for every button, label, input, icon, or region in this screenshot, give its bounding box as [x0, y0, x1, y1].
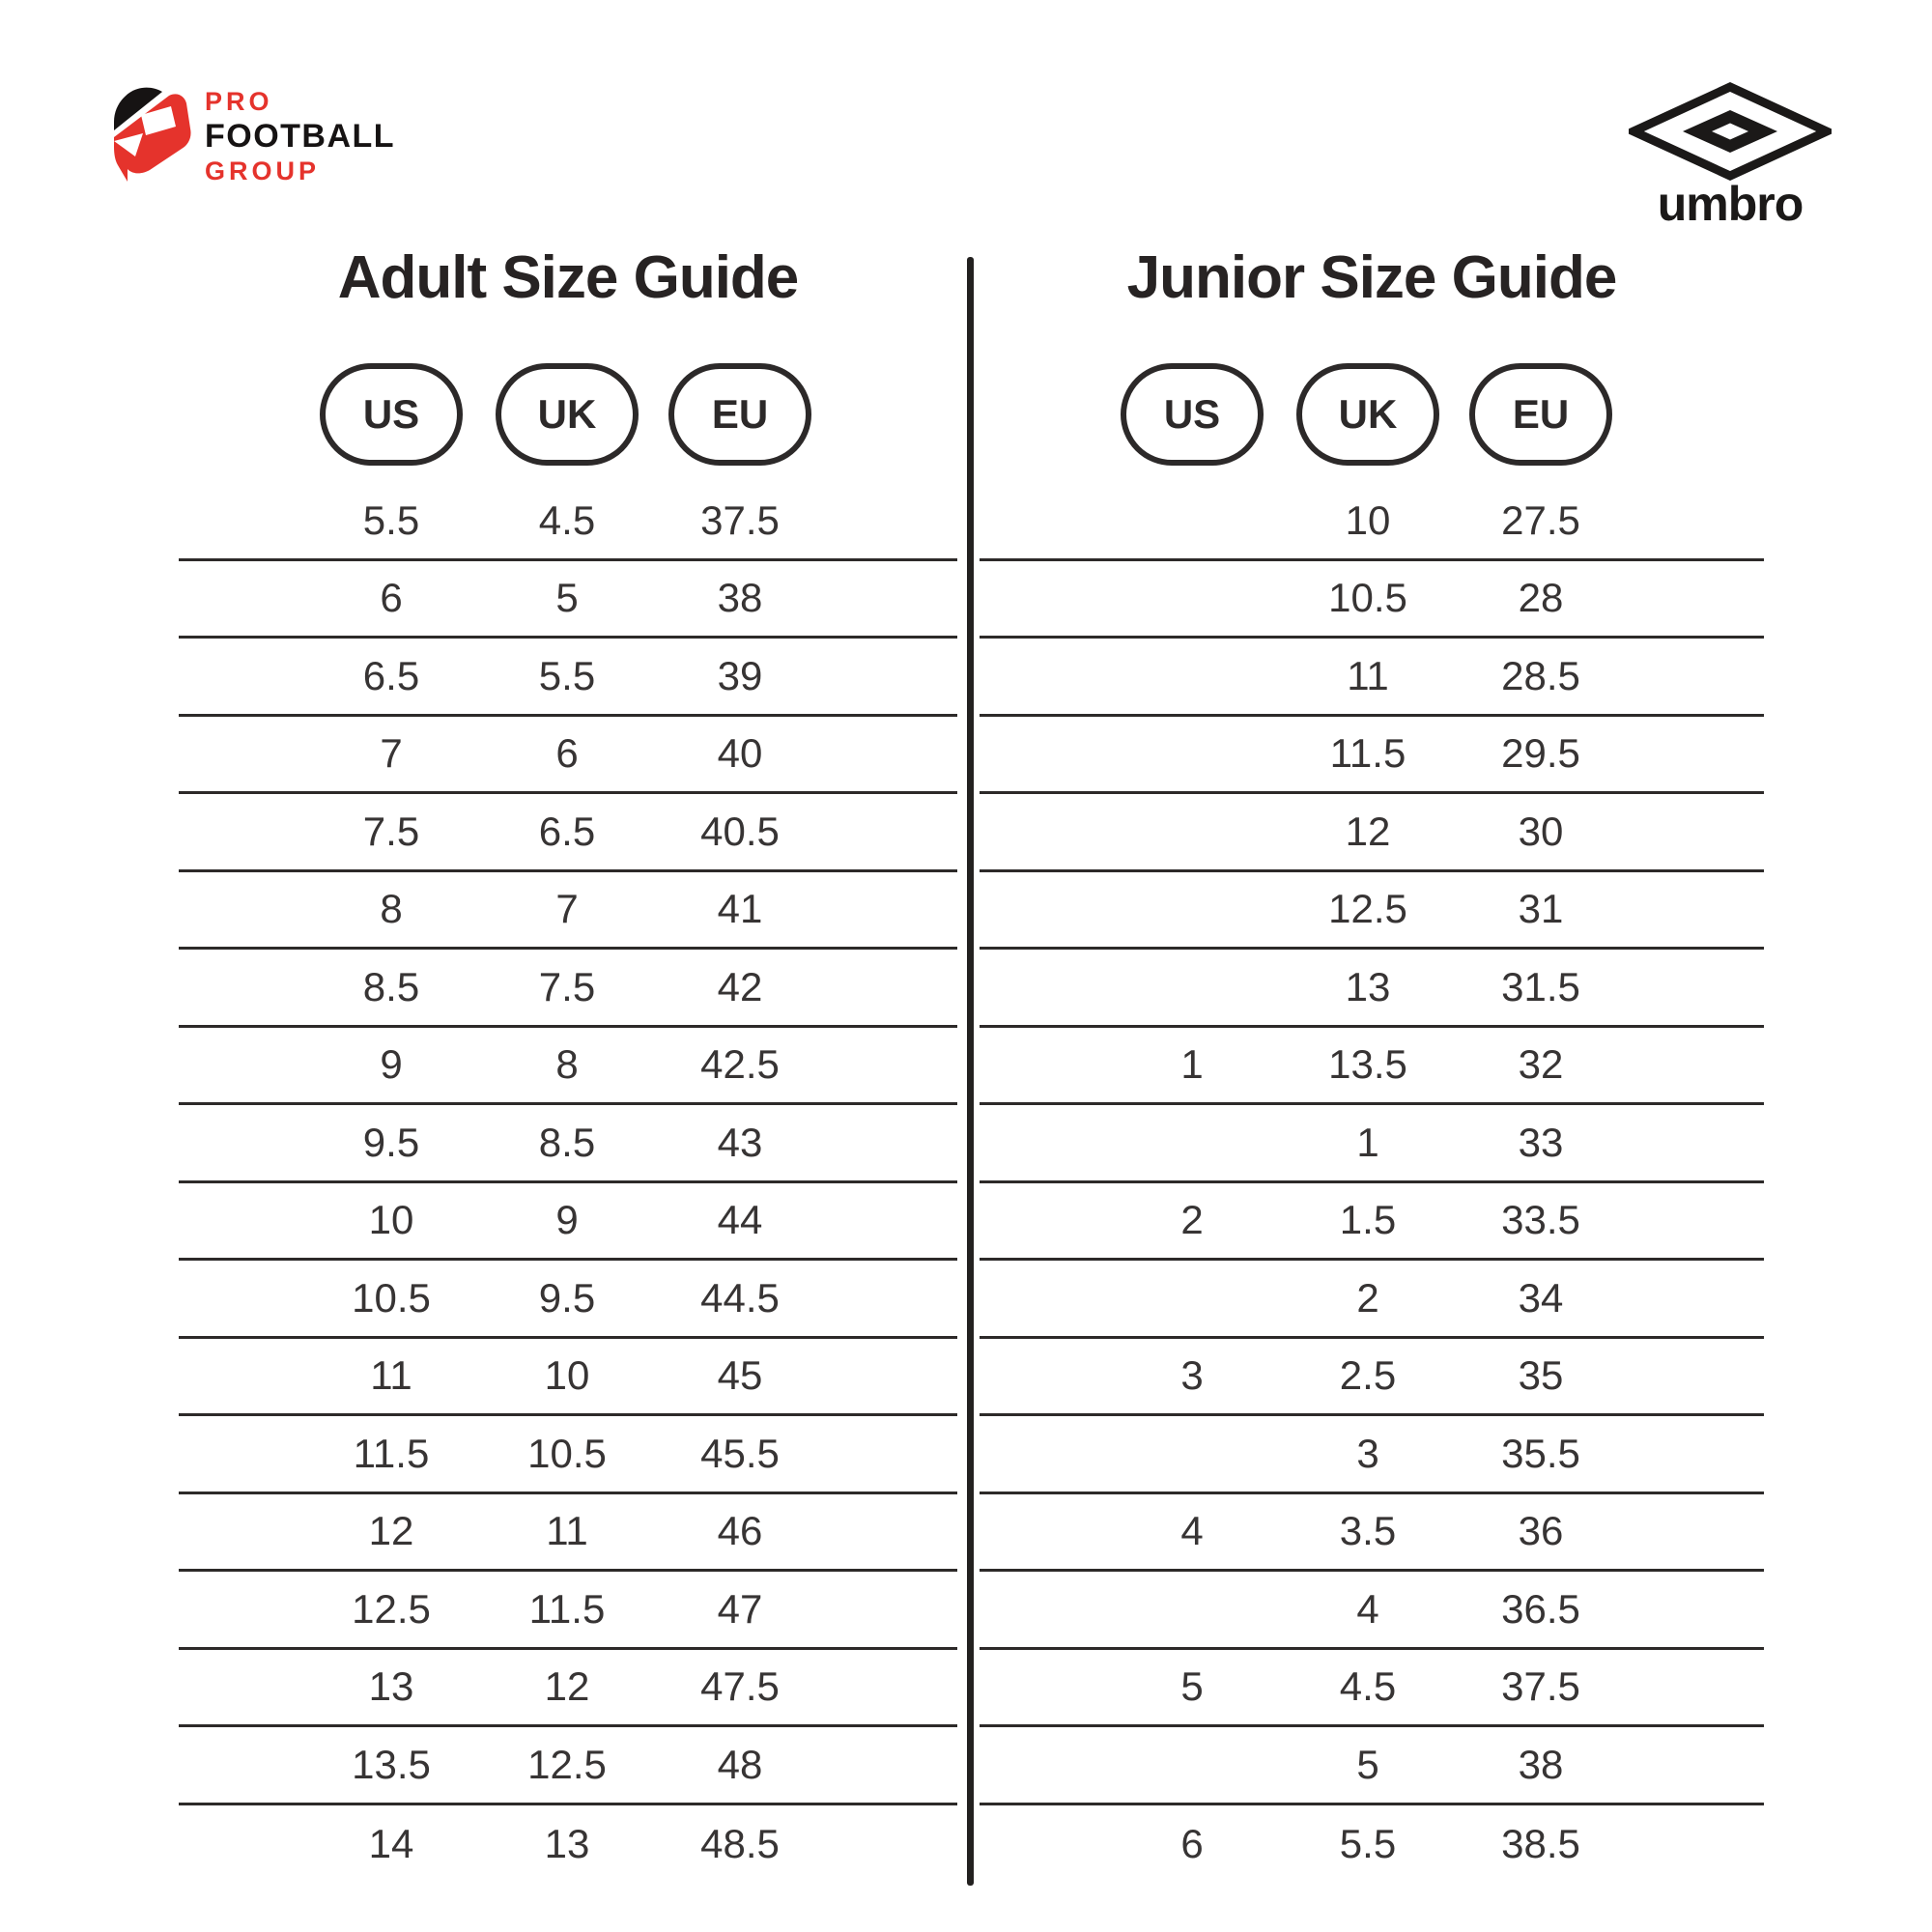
size-cell: 4 [1180, 1508, 1204, 1554]
table-row [179, 717, 957, 795]
size-cell: 8 [380, 886, 403, 932]
size-cell: 48 [717, 1741, 763, 1787]
table-row [179, 1805, 957, 1884]
table-row [980, 1416, 1764, 1494]
size-cell: 5.5 [538, 652, 596, 698]
size-cell: 32 [1518, 1041, 1564, 1088]
size-cell [1105, 1416, 1279, 1492]
adult-size-table [179, 483, 957, 1883]
size-cell: 44.5 [700, 1274, 780, 1321]
size-cell [1105, 872, 1279, 948]
size-cell: 12.5 [527, 1741, 607, 1787]
size-cell: 11 [1347, 652, 1389, 698]
size-cell: 35.5 [1501, 1430, 1580, 1476]
size-cell: 44 [717, 1197, 763, 1243]
junior-column-pill-uk: UK [1296, 363, 1439, 466]
table-row [980, 1028, 1764, 1106]
size-cell: 38 [717, 575, 763, 621]
size-cell: 3 [1356, 1430, 1379, 1476]
size-cell: 7 [380, 730, 403, 777]
size-cell: 13 [1345, 963, 1391, 1009]
table-row [980, 483, 1764, 561]
size-cell: 1 [1356, 1119, 1379, 1165]
table-row [179, 1105, 957, 1183]
size-cell: 28.5 [1501, 652, 1580, 698]
size-cell: 10 [544, 1352, 590, 1399]
table-row [980, 1727, 1764, 1805]
table-row [980, 1805, 1764, 1884]
size-cell: 12 [368, 1508, 414, 1554]
size-cell: 9 [380, 1041, 403, 1088]
table-row [980, 794, 1764, 872]
size-cell: 33.5 [1501, 1197, 1580, 1243]
size-cell: 9.5 [538, 1274, 596, 1321]
size-cell [1105, 1261, 1279, 1336]
size-cell: 7.5 [362, 808, 420, 854]
table-row [179, 1339, 957, 1417]
size-cell: 3.5 [1339, 1508, 1397, 1554]
size-cell: 42 [717, 963, 763, 1009]
junior-size-guide [980, 0, 1764, 1932]
size-cell: 12.5 [1328, 886, 1407, 932]
size-cell: 42.5 [700, 1041, 780, 1088]
size-cell: 13.5 [352, 1741, 431, 1787]
table-row [179, 1650, 957, 1728]
size-cell: 47.5 [700, 1663, 780, 1710]
size-cell: 1.5 [1339, 1197, 1397, 1243]
size-cell: 8 [555, 1041, 579, 1088]
size-cell: 45 [717, 1352, 763, 1399]
size-cell: 39 [717, 652, 763, 698]
size-cell: 4.5 [538, 497, 596, 543]
size-cell: 31 [1518, 886, 1564, 932]
table-row [179, 561, 957, 639]
size-cell [1105, 639, 1279, 714]
size-cell: 14 [368, 1820, 414, 1866]
pfg-word-pro: PRO [205, 87, 273, 116]
size-cell: 13.5 [1328, 1041, 1407, 1088]
size-cell: 5 [1356, 1741, 1379, 1787]
pfg-word-group: GROUP [205, 156, 321, 185]
size-cell: 12.5 [352, 1585, 431, 1632]
size-cell: 5.5 [362, 497, 420, 543]
table-row [980, 1572, 1764, 1650]
size-cell: 10.5 [527, 1430, 607, 1476]
size-cell: 41 [717, 886, 763, 932]
size-cell: 2.5 [1339, 1352, 1397, 1399]
size-cell: 5 [1180, 1663, 1204, 1710]
table-row [179, 872, 957, 951]
size-cell: 12 [1345, 808, 1391, 854]
table-row [179, 1494, 957, 1573]
size-cell [1105, 1727, 1279, 1803]
size-cell: 2 [1356, 1274, 1379, 1321]
size-cell: 11.5 [1329, 730, 1406, 777]
adult-column-pill-uk: UK [496, 363, 639, 466]
table-row [179, 1183, 957, 1262]
table-row [980, 561, 1764, 639]
size-cell: 37.5 [700, 497, 780, 543]
size-cell: 6 [555, 730, 579, 777]
size-cell [1105, 950, 1279, 1025]
size-cell: 11.5 [528, 1585, 606, 1632]
size-cell: 43 [717, 1119, 763, 1165]
size-cell: 45.5 [700, 1430, 780, 1476]
table-row [179, 1028, 957, 1106]
table-row [980, 1650, 1764, 1728]
size-cell: 38.5 [1501, 1820, 1580, 1866]
size-cell: 36 [1518, 1508, 1564, 1554]
table-row [980, 717, 1764, 795]
size-cell [1105, 794, 1279, 869]
size-cell: 35 [1518, 1352, 1564, 1399]
table-row [980, 950, 1764, 1028]
size-cell: 6.5 [362, 652, 420, 698]
umbro-wordmark: umbro [1657, 177, 1804, 231]
adult-size-guide [179, 0, 957, 1932]
size-cell: 10 [368, 1197, 414, 1243]
table-row [179, 1416, 957, 1494]
size-cell: 5 [555, 575, 579, 621]
size-cell: 12 [544, 1663, 590, 1710]
size-cell: 8.5 [538, 1119, 596, 1165]
table-row [980, 1183, 1764, 1262]
table-row [980, 1339, 1764, 1417]
table-row [179, 639, 957, 717]
table-row [179, 950, 957, 1028]
table-row [980, 1105, 1764, 1183]
junior-size-table [980, 483, 1764, 1883]
size-cell: 33 [1518, 1119, 1564, 1165]
table-row [980, 639, 1764, 717]
size-cell: 11 [546, 1508, 588, 1554]
vertical-divider [967, 257, 974, 1886]
size-cell: 4.5 [1339, 1663, 1397, 1710]
table-row [980, 1494, 1764, 1573]
size-cell: 7.5 [538, 963, 596, 1009]
size-cell: 8.5 [362, 963, 420, 1009]
size-cell [1105, 1572, 1279, 1647]
adult-column-pill-eu: EU [668, 363, 811, 466]
size-cell: 13 [368, 1663, 414, 1710]
size-cell: 29.5 [1501, 730, 1580, 777]
size-cell: 48.5 [700, 1820, 780, 1866]
size-cell: 34 [1518, 1274, 1564, 1321]
size-cell [1105, 717, 1279, 792]
junior-column-pill-eu: EU [1469, 363, 1612, 466]
size-cell: 4 [1356, 1585, 1379, 1632]
size-cell: 9.5 [362, 1119, 420, 1165]
size-cell: 6 [380, 575, 403, 621]
size-cell: 38 [1518, 1741, 1564, 1787]
junior-column-pill-us: US [1121, 363, 1264, 466]
table-row [179, 1727, 957, 1805]
size-cell: 13 [544, 1820, 590, 1866]
size-cell: 10.5 [352, 1274, 431, 1321]
table-row [179, 1572, 957, 1650]
table-row [179, 483, 957, 561]
size-cell [1105, 483, 1279, 558]
pfg-word-football: FOOTBALL [205, 118, 396, 155]
size-cell: 37.5 [1501, 1663, 1580, 1710]
size-cell: 30 [1518, 808, 1564, 854]
size-cell: 40 [717, 730, 763, 777]
size-cell: 5.5 [1339, 1820, 1397, 1866]
size-cell [1105, 561, 1279, 637]
size-cell: 27.5 [1501, 497, 1580, 543]
size-cell [1105, 1105, 1279, 1180]
size-cell: 6.5 [538, 808, 596, 854]
table-row [179, 1261, 957, 1339]
size-cell: 47 [717, 1585, 763, 1632]
table-row [980, 872, 1764, 951]
size-cell: 10.5 [1328, 575, 1407, 621]
table-row [980, 1261, 1764, 1339]
size-cell: 2 [1180, 1197, 1204, 1243]
size-cell: 9 [555, 1197, 579, 1243]
size-cell: 11 [370, 1352, 412, 1399]
size-cell: 6 [1180, 1820, 1204, 1866]
size-cell: 3 [1180, 1352, 1204, 1399]
size-cell: 40.5 [700, 808, 780, 854]
size-cell: 46 [717, 1508, 763, 1554]
size-cell: 11.5 [353, 1430, 430, 1476]
size-cell: 31.5 [1501, 963, 1580, 1009]
size-cell: 36.5 [1501, 1585, 1580, 1632]
size-cell: 7 [555, 886, 579, 932]
adult-guide-title: Adult Size Guide [337, 244, 799, 311]
junior-guide-title: Junior Size Guide [1126, 244, 1617, 311]
size-cell: 10 [1345, 497, 1391, 543]
table-row [179, 794, 957, 872]
size-cell: 28 [1518, 575, 1564, 621]
size-cell: 1 [1180, 1041, 1204, 1088]
adult-column-pill-us: US [320, 363, 463, 466]
